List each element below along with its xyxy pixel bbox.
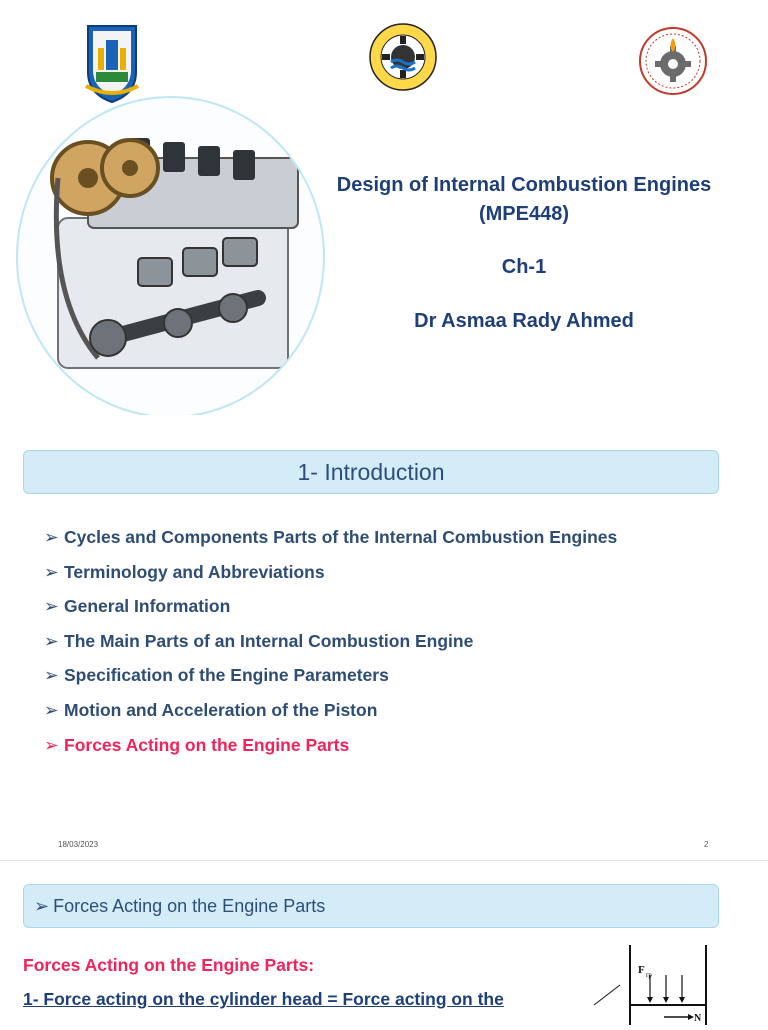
slide-page-number: 2 [704, 840, 709, 849]
author-name: Dr Asmaa Rady Ahmed [414, 310, 634, 332]
arrow-bullet-icon: ➢ [44, 699, 59, 720]
piston-force-diagram [590, 945, 740, 1025]
forces-item-1: 1- Force acting on the cylinder head = Force acting on the [23, 989, 504, 1009]
list-item-text: Cycles and Components Parts of the Internal Combustion Engines [64, 527, 618, 547]
chapter-label: Ch-1 [501, 256, 547, 278]
mech-power-department-logo [638, 26, 708, 96]
course-code: (MPE448) [478, 203, 570, 225]
section-header-box [23, 884, 719, 928]
arrow-bullet-icon: ➢ [44, 561, 59, 582]
university-crest-logo [80, 20, 144, 104]
title-slide [0, 0, 768, 415]
list-item [44, 700, 617, 735]
list-item [44, 527, 617, 562]
arrow-bullet-icon: ➢ [44, 527, 59, 547]
port-said-university-logo [368, 22, 438, 92]
list-item [44, 596, 617, 631]
list-item-text: General Information [64, 596, 231, 617]
course-title: Design of Internal Combustion Engines [336, 174, 712, 196]
arrow-bullet-icon: ➢ [44, 734, 59, 755]
arrow-bullet-icon: ➢ [44, 665, 59, 686]
forces-subheading: Forces Acting on the Engine Parts: [23, 955, 315, 975]
engine-illustration [16, 96, 325, 418]
list-item [44, 562, 617, 597]
normal-label: N [694, 1013, 702, 1024]
slide-date: 18/03/2023 [58, 840, 99, 849]
introduction-slide [0, 415, 768, 860]
topic-list [44, 527, 617, 769]
list-item-text: Forces Acting on the Engine Parts [64, 734, 350, 755]
section-heading [34, 885, 325, 927]
list-item-active [44, 735, 617, 770]
list-item-text: Terminology and Abbreviations [64, 561, 325, 582]
arrow-bullet-icon: ➢ [34, 896, 50, 916]
list-item [44, 631, 617, 666]
section-heading: 1- Introduction [297, 459, 445, 485]
section-heading-text: Forces Acting on the Engine Parts [53, 896, 326, 916]
forces-slide [0, 860, 768, 1025]
list-item [44, 665, 617, 700]
list-item-text: Specification of the Engine Parameters [64, 665, 389, 686]
force-label: F [638, 964, 645, 976]
arrow-bullet-icon: ➢ [44, 596, 59, 617]
section-header-box [23, 450, 719, 494]
list-item-text: Motion and Acceleration of the Piston [64, 699, 378, 720]
force-subscript: rp [646, 971, 652, 979]
arrow-bullet-icon: ➢ [44, 630, 59, 651]
list-item-text: The Main Parts of an Internal Combustion Engine [64, 630, 474, 651]
